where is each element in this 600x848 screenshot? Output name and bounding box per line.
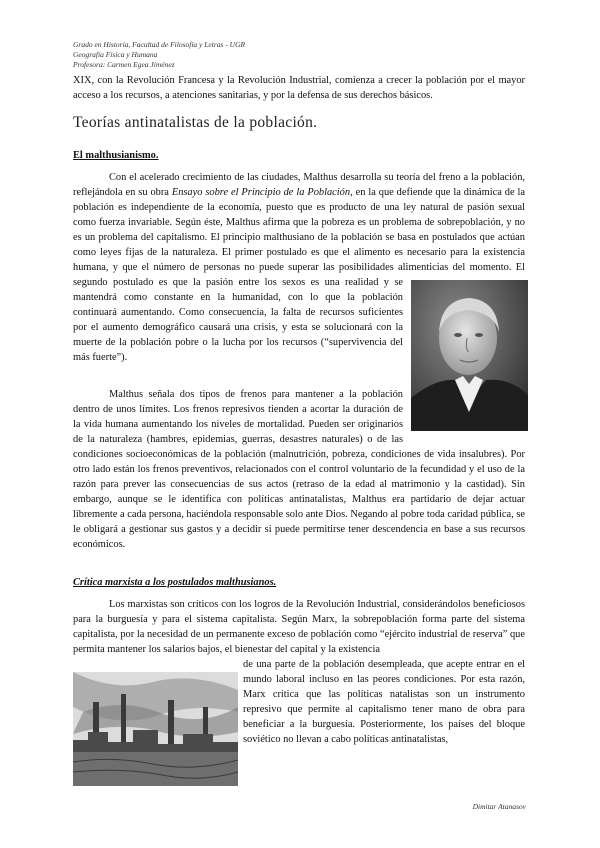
section-title: Teorías antinatalistas de la población. <box>73 114 318 131</box>
paragraph-text: de una parte de la población desempleada, que acepte entrar en el mundo laboral incluso en las peores condiciones. Por esta razón, Marx critica que las políticas natalistas son un instrumento represivo que permite al capitalismo tener mano de obra para beneficiar a la burguesía. Posteriormente, los países del bloque soviético no llevan a cabo políticas antinatalistas, <box>243 659 525 745</box>
intro-paragraph: XIX, con la Revolución Francesa y la Revolución Industrial, comienza a crecer la población por el mayor acceso a los recursos, a atenciones sanitarias, y por la defensa de sus derechos básicos. <box>73 75 525 101</box>
subheading-malthusianism: El malthusianismo. <box>73 150 159 161</box>
marx-critique-paragraph-top <box>73 597 525 657</box>
malthus-checks-paragraph <box>73 387 525 552</box>
subheading-marxist-critique: Crítica marxista a los postulados malthusianos. <box>73 577 277 588</box>
header-line-course: Geografía Física y Humana <box>73 50 158 59</box>
marx-critique-full-text <box>0 0 1 1</box>
header-line-degree: Grado en Historia, Facultad de Filosofía y Letras - UGR <box>73 40 246 49</box>
paragraph-text: Los marxistas son críticos con los logros de la Revolución Industrial, considerándolos beneficiosos para la burguesía y para el sistema capitalista. Según Marx, la sobrepoblación forma parte del sistema capitalista, por la necesidad de un permanente exceso de población como “ejército industrial de reserva” que permita mantener los salarios bajos, el bienestar del capital y la existencia <box>73 599 525 655</box>
portrait-float-spacer-2 <box>403 387 525 435</box>
page-footer-author: Dimitar Atanasov <box>472 802 526 811</box>
page-header <box>73 40 245 70</box>
marx-critique-paragraph-side <box>243 657 525 747</box>
paragraph-text: Con el acelerado crecimiento de las ciudades, Malthus desarrolla su teoría del freno a la población, reflejándola en su obra <box>73 172 525 198</box>
paragraph-text: , en la que defiende que la dinámica de la población es independiente de la economía, puesto que es producto de una ley natural de pasión sexual como fuerza invariable. Según éste, Malthus afirma que la pobreza es un problema de sobrepoblación, y no es un problema del capitalismo. El principio malthusiano de la población se basa en postulados que actúan como leyes fijas de la naturaleza. El primer postulado es que el alimento es necesario para la existencia humana, y que el número de personas no puede superar las posibilidades alimenticias del momento. El segundo postulado es que la pasión entre los sexos es una realidad y se mantendrá como constante en la humanidad, con lo que la población continuará aumentando. Como consecuencia, la falta de recursos suficientes por el aumento demográfico causará una crisis, y esta se solucionará con la muerte de la población pobre o la lucha por los recursos (“supervivencia del más fuerte”). <box>73 187 525 363</box>
work-title: Ensayo sobre el Principio de la Población <box>171 187 351 198</box>
header-line-professor: Profesora: Carmen Egea Jiménez <box>73 60 175 69</box>
industrial-city-engraving-image <box>73 672 238 786</box>
paragraph-text: Malthus señala dos tipos de frenos para mantener a la población dentro de unos límites. Los frenos represivos tienden a acortar la duración de la vida humana aumentando los niveles de mortalidad. Pueden ser originarios de la naturaleza (hambres, epidemias, guerras, desastres naturales) o de las condiciones socioeconómicas de la población (malnutrición, pobreza, condiciones de vida insalubres). Por otro lado están los frenos preventivos, relacionados con el control voluntario de la fecundidad y el uso de la razón para prever las consecuencias de sus actos (retraso de la edad al matrimonio y la castidad). Sin embargo, aunque se le identifica con políticas antinatalistas, Malthus era partidario de dejar actuar libremente a cada persona, haciéndola responsable solo ante Dios. Negando al pobre toda caridad pública, se le obligará a gestionar sus gastos y a decidir si puede permitirse tener descendencia en base a sus recursos económicos. <box>73 389 525 550</box>
